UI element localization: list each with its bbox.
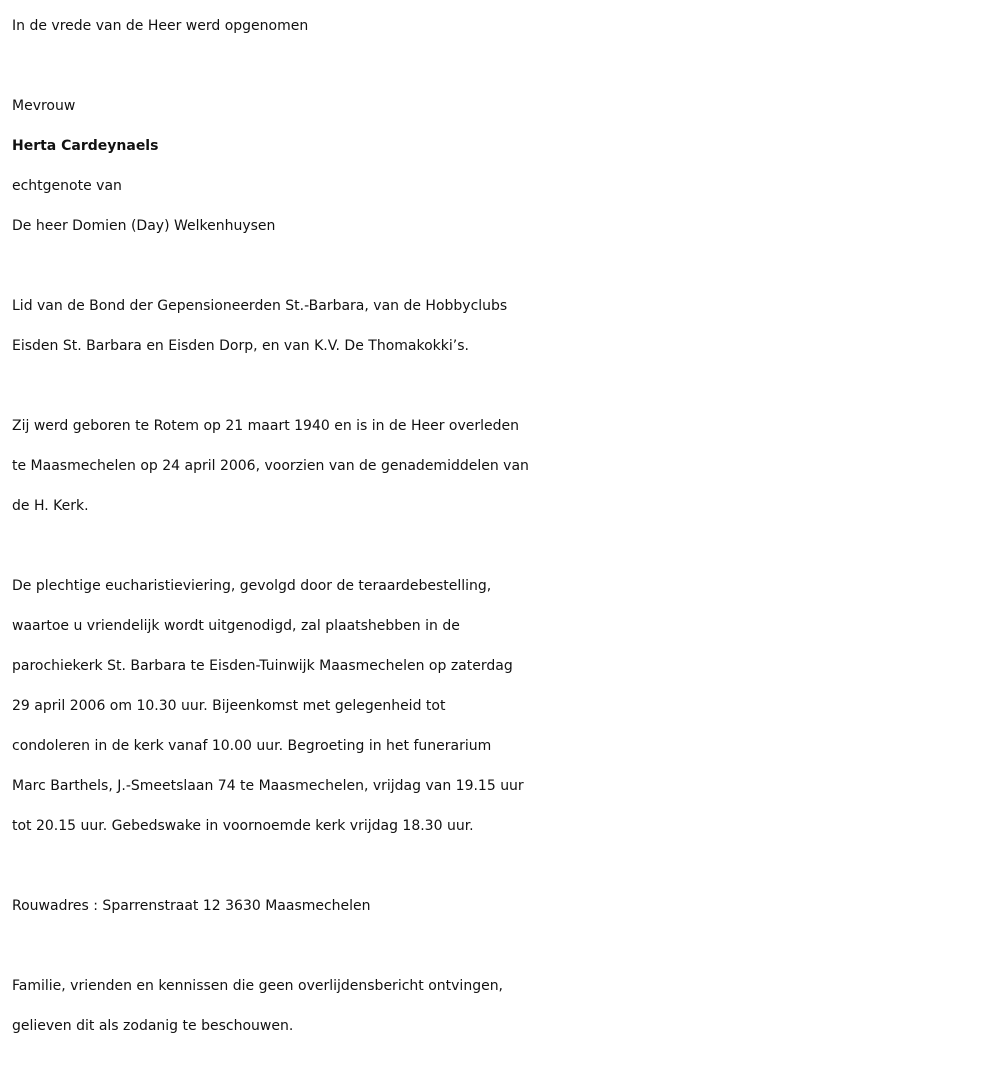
birth-death-line: Zij werd geboren te Rotem op 21 maart 1940 en is in de Heer overleden (12, 418, 520, 434)
deceased-name: Herta Cardeynaels (12, 138, 159, 154)
birth-death-line: te Maasmechelen op 24 april 2006, voorzien van de genademiddelen van (12, 458, 529, 474)
spacer (12, 366, 992, 406)
membership-paragraph (12, 286, 992, 366)
ceremony-line: 29 april 2006 om 10.30 uur. Bijeenkomst met gelegenheid tot (12, 698, 446, 714)
spacer (12, 926, 992, 966)
spacer (12, 246, 992, 286)
relation-text: echtgenote van (12, 178, 122, 194)
ceremony-line: tot 20.15 uur. Gebedswake in voornoemde kerk vrijdag 18.30 uur. (12, 818, 474, 834)
ceremony-paragraph (12, 566, 992, 846)
membership-line: Lid van de Bond der Gepensioneerden St.-Barbara, van de Hobbyclubs (12, 298, 508, 314)
closing-line: gelieven dit als zodanig te beschouwen. (12, 1018, 294, 1034)
birth-death-line: de H. Kerk. (12, 498, 89, 514)
ceremony-line: parochiekerk St. Barbara te Eisden-Tuinwijk Maasmechelen op zaterdag (12, 658, 513, 674)
spouse-name: De heer Domien (Day) Welkenhuysen (12, 218, 276, 234)
intro-line: In de vrede van de Heer werd opgenomen (12, 18, 309, 34)
spacer (12, 526, 992, 566)
birth-death-paragraph (12, 406, 992, 526)
ceremony-line: condoleren in de kerk vanaf 10.00 uur. Begroeting in het funerarium (12, 738, 492, 754)
ceremony-line: waartoe u vriendelijk wordt uitgenodigd, zal plaatshebben in de (12, 618, 460, 634)
spacer (12, 846, 992, 886)
honorific: Mevrouw (12, 98, 76, 114)
mourning-address: Rouwadres : Sparrenstraat 12 3630 Maasmechelen (12, 898, 371, 914)
obituary-notice (12, 6, 992, 1046)
ceremony-line: De plechtige eucharistieviering, gevolgd door de teraardebestelling, (12, 578, 492, 594)
membership-line: Eisden St. Barbara en Eisden Dorp, en van K.V. De Thomakokki’s. (12, 338, 469, 354)
closing-paragraph (12, 966, 992, 1046)
ceremony-line: Marc Barthels, J.-Smeetslaan 74 te Maasmechelen, vrijdag van 19.15 uur (12, 778, 524, 794)
spacer (12, 46, 992, 86)
closing-line: Familie, vrienden en kennissen die geen overlijdensbericht ontvingen, (12, 978, 504, 994)
